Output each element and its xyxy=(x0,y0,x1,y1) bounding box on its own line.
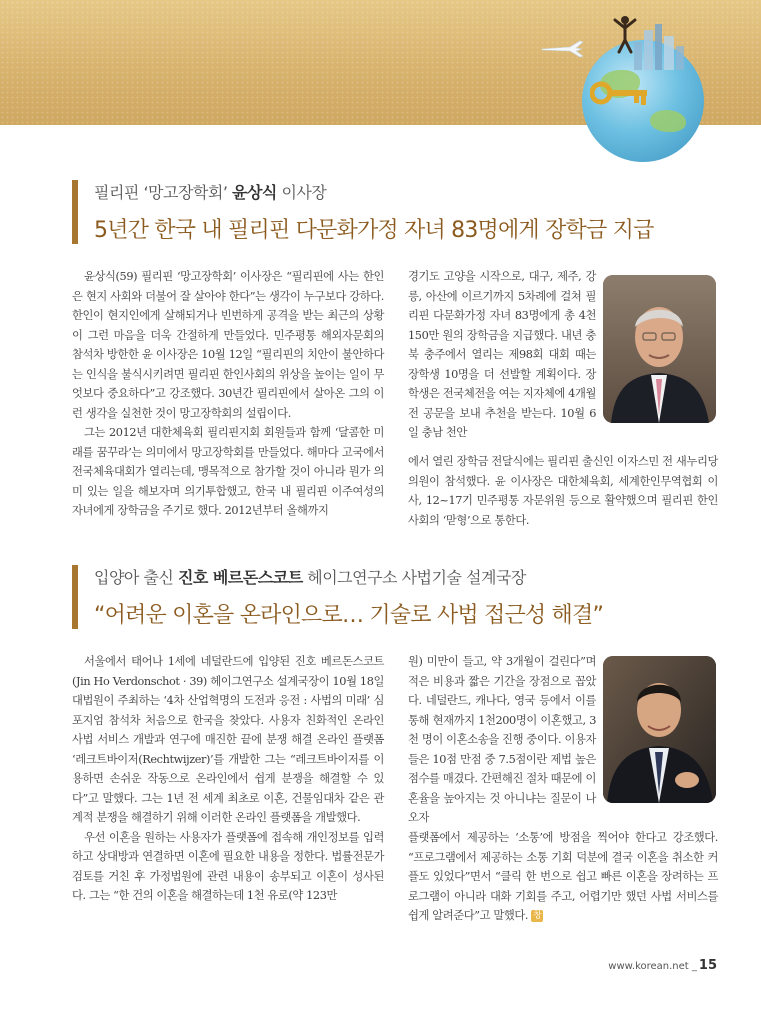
key-icon xyxy=(590,78,650,108)
paragraph: 에서 열린 장학금 전달식에는 필리핀 출신인 이자스민 전 새누리당 의원이 참석했다. 윤 이사장은 대한체육회, 세계한인무역협회 이사, 12~17기 민주평통 자문위원 등으로 활약했으며 필리핀 한인사회의 ‘맏형’으로 통한다. xyxy=(408,455,718,527)
article1-subtitle-pre: 필리핀 ‘망고장학회’ xyxy=(94,183,232,202)
paragraph xyxy=(408,828,718,926)
paragraph: 서울에서 태어나 1세에 네덜란드에 입양된 진호 베르돈스코트(Jin Ho Verdonschot · 39) 헤이그연구소 설계국장이 10월 18일 대법원이 주최하는 ‘4차 산업혁명의 도전과 응전 : 사법의 미래’ 심포지엄 참석차 처음으로 한국을 찾았다. 사용자 친화적인 온라인 사법 서비스 개발과 연구에 매진한 끝에 분쟁 해결 온라인 플랫폼 ‘레크트바이저(Rechtwijzer)’를 개발한 그는 “레크트바이저를 이용하면 손쉬운 작동으로 온라인에서 쉽게 분쟁을 해결할 수 있다”고 말했다. 그는 1년 전 세계 최초로 이혼, 건물임대차 같은 관계적 분쟁을 해결하기 위해 이러한 온라인 플랫폼을 개발했다. xyxy=(72,655,384,824)
city-skyline-icon xyxy=(630,20,690,70)
page-number: 15 xyxy=(698,958,717,973)
article1-subtitle-post: 이사장 xyxy=(276,183,327,202)
article1-subtitle-name: 윤상식 xyxy=(232,183,277,202)
article2-header xyxy=(72,565,603,629)
article1-left-column xyxy=(72,267,384,521)
paragraph: 우선 이혼을 원하는 사용자가 플랫폼에 접속해 개인정보를 입력하고 상대방과 연결하면 이혼에 필요한 내용을 정한다. 법률전문가 검토를 거친 후 가정법원에 관련 내용이 송부되고 이혼이 성사된다. 그는 “한 건의 이혼을 해결하는데 1천 유로(약 123만 xyxy=(72,830,384,902)
article2-subtitle-post: 헤이그연구소 사법기술 설계국장 xyxy=(302,568,526,587)
airplane-icon xyxy=(540,38,584,58)
globe-land xyxy=(650,110,686,132)
end-mark-icon: 창 xyxy=(533,911,542,921)
paragraph: 그는 2012년 대한체육회 필리핀지회 회원들과 함께 ‘달콤한 미래를 꿈꾸라’는 의미에서 망고장학회를 만들었다. 해마다 고국에서 전국체육대회가 열리는데, 맹목적으로 참가할 것이 아니라 뭔가 의미 있는 일을 해보자며 의기투합했고, 한국 내 필리핀 이주여성의 자녀에게 장학금을 주기로 했다. 2012년부터 올해까지 xyxy=(72,426,384,517)
article2-subtitle xyxy=(94,565,603,588)
paragraph: 경기도 고양을 시작으로, 대구, 제주, 강릉, 아산에 이르기까지 5차례에 걸쳐 필리핀 다문화가정 자녀 83명에게 총 4천150만 원의 장학금을 지급했다. 내년 충북 충주에서 열리는 제98회 대회 때는 장학생 10명을 더 선발할 계획이다. 장학생은 전국체전을 여는 지자체에 4개월 전 공문을 보내 추천을 받는다. 10월 6일 충남 천안 xyxy=(408,270,596,439)
article1-right-column-top xyxy=(408,267,596,443)
paragraph-text: 플랫폼에서 제공하는 ‘소통’에 방점을 찍어야 한다고 강조했다. “프로그램에서 제공하는 소통 기회 덕분에 결국 이혼을 취소한 커플도 있었다”면서 “클릭 한 번으로 쉽고 빠른 이혼을 장려하는 프로그램이 아니라 대화 기회를 주고, 어렵기만 했던 사법 서비스를 쉽게 알려준다”고 말했다. xyxy=(408,831,718,922)
page-footer xyxy=(608,958,717,973)
person-silhouette-icon xyxy=(612,14,638,54)
article2-right-column-bottom xyxy=(408,828,718,926)
article1-subtitle xyxy=(94,180,654,203)
article2-subtitle-name: 진호 베르돈스코트 xyxy=(177,568,303,587)
paragraph: 윤상식(59) 필리핀 ‘망고장학회’ 이사장은 “필리핀에 사는 한인은 현지 사회와 더불어 잘 살아야 한다”는 생각이 누구보다 강하다. 한인이 현지인에게 살해되거나 빈번하게 공격을 받는 최근의 상황이 그런 마음을 더욱 간절하게 만들었다. 민주평통 해외자문회의 참석차 방한한 윤 이사장은 10월 12일 “필리핀의 치안이 불안하다는 인식을 불식시키려면 필리핀 한인사회의 위상을 높이는 일이 무엇보다 중요하다”고 강조했다. 30년간 필리핀에서 살아온 그의 이런 생각을 실천한 것이 망고장학회의 설립이다. xyxy=(72,270,384,420)
article2-portrait-photo xyxy=(603,656,716,803)
article1-header xyxy=(72,180,654,244)
article1-right-column-bottom xyxy=(408,452,718,530)
footer-site: www.korean.net _ xyxy=(608,961,697,972)
article2-right-column-top xyxy=(408,652,596,828)
article2-left-column xyxy=(72,652,384,906)
article1-title: 5년간 한국 내 필리핀 다문화가정 자녀 83명에게 장학금 지급 xyxy=(94,218,654,243)
article2-subtitle-pre: 입양아 출신 xyxy=(94,568,178,587)
paragraph: 원) 미만이 들고, 약 3개월이 걸린다”며 적은 비용과 짧은 기간을 장점으로 꼽았다. 네덜란드, 캐나다, 영국 등에서 이를 통해 현재까지 1천200명이 이혼했고, 3천 명이 이혼소송을 진행 중이다. 이용자들은 10점 만점 중 7.5점이란 제법 높은 점수를 매겼다. 간편해진 절차 때문에 이혼율을 높아지는 것 아니냐는 질문이 나오자 xyxy=(408,655,596,824)
article1-portrait-photo xyxy=(603,275,716,423)
article2-title: “어려운 이혼을 온라인으로… 기술로 사법 접근성 해결” xyxy=(94,603,604,628)
